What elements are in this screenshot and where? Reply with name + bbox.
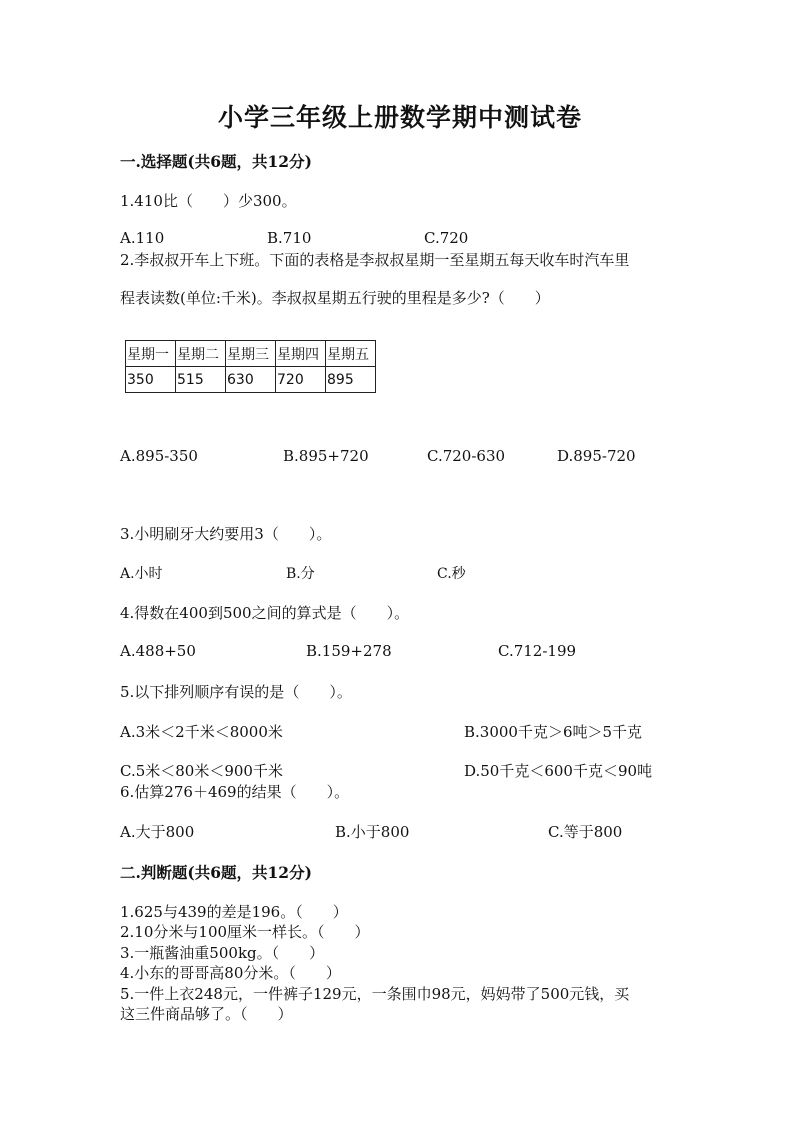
q6-option-b: B.小于800: [335, 823, 410, 841]
table-header-cell: 星期一: [126, 341, 176, 367]
q4-option-c: C.712-199: [498, 642, 577, 660]
page-title: 小学三年级上册数学期中测试卷: [217, 103, 582, 132]
section-heading-judgement: 二.判断题(共6题，共12分): [120, 863, 312, 882]
q5-option-c: C.5米＜80米＜900千米: [120, 762, 283, 780]
judgement-item-continued: 这三件商品够了。（ ）: [120, 1005, 293, 1023]
q6-option-a: A.大于800: [120, 823, 195, 841]
question-6: 6.估算276＋469的结果（ ）。: [120, 783, 350, 801]
question-4: 4.得数在400到500之间的算式是（ ）。: [120, 604, 410, 622]
q1-option-c: C.720: [424, 229, 469, 247]
q5-option-a: A.3米＜2千米＜8000米: [120, 723, 283, 741]
table-cell: 350: [126, 367, 176, 393]
judgement-item: 4.小东的哥哥高80分米。（ ）: [120, 964, 341, 982]
q1-option-b: B.710: [267, 229, 312, 247]
table-cell: 630: [226, 367, 276, 393]
table-cell: 515: [176, 367, 226, 393]
judgement-item: 1.625与439的差是196。（ ）: [120, 903, 348, 921]
q5-option-b: B.3000千克＞6吨＞5千克: [464, 723, 643, 741]
section-heading-choice: 一.选择题(共6题，共12分): [120, 152, 312, 171]
q4-option-a: A.488+50: [120, 642, 196, 660]
q1-option-a: A.110: [120, 229, 165, 247]
q5-option-d: D.50千克＜600千克＜90吨: [464, 762, 653, 780]
q2-option-a: A.895-350: [120, 447, 198, 465]
question-5: 5.以下排列顺序有误的是（ ）。: [120, 683, 352, 701]
table-header-cell: 星期三: [226, 341, 276, 367]
table-header-row: [126, 341, 376, 367]
question-3: 3.小明刷牙大约要用3（ ）。: [120, 525, 332, 543]
table-header-cell: 星期五: [326, 341, 376, 367]
q2-option-d: D.895-720: [557, 447, 636, 465]
table-row: [126, 367, 376, 393]
q3-option-b: B.分: [286, 566, 315, 582]
q4-option-b: B.159+278: [306, 642, 392, 660]
table-cell: 895: [326, 367, 376, 393]
judgement-item: 2.10分米与100厘米一样长。（ ）: [120, 923, 370, 941]
q3-option-a: A.小时: [120, 566, 163, 582]
table-header-cell: 星期二: [176, 341, 226, 367]
question-2-line-1: 2.李叔叔开车上下班。下面的表格是李叔叔星期一至星期五每天收车时汽车里: [120, 251, 630, 269]
q6-option-c: C.等于800: [548, 823, 623, 841]
odometer-table: [125, 340, 376, 393]
q2-option-b: B.895+720: [283, 447, 369, 465]
question-2-line-2: 程表读数(单位:千米)。李叔叔星期五行驶的里程是多少?（ ）: [120, 289, 550, 307]
q3-option-c: C.秒: [437, 566, 466, 582]
q2-option-c: C.720-630: [427, 447, 506, 465]
question-1: 1.410比（ ）少300。: [120, 192, 297, 210]
table-cell: 720: [276, 367, 326, 393]
table-header-cell: 星期四: [276, 341, 326, 367]
judgement-item: 3.一瓶酱油重500kg。（ ）: [120, 944, 325, 962]
judgement-item: 5.一件上衣248元，一件裤子129元，一条围巾98元，妈妈带了500元钱，买: [120, 985, 630, 1003]
